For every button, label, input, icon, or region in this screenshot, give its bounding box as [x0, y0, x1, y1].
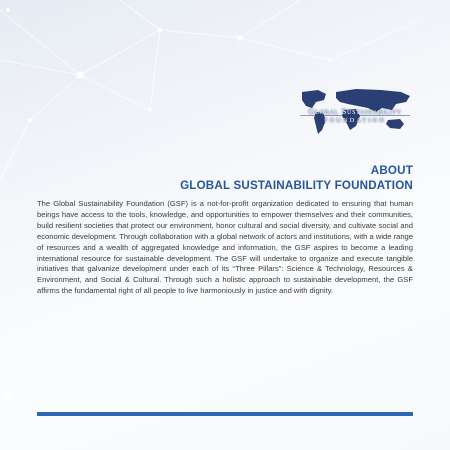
heading-line-about: ABOUT [370, 164, 413, 177]
section-heading [180, 163, 413, 193]
footer-divider-bar [37, 412, 413, 416]
gsf-logo [296, 86, 414, 136]
about-paragraph: The Global Sustainability Foundation (GSF) is a not-for-profit organization dedicated to ensuring that human beings have access to the tools, knowledge, and opportunities to empower themselves and their communities, build resilient societies that protect our environment, honor cultural and social diversity, and cultivate social and economic development. Through collaboration with a global network of actors and institutions, with a wide range of resources and a wealth of aggregated knowledge and information, the GSF aspires to become a leading international resource for sustainable development. The GSF will undertake to organize and execute tangible initiatives that galvanize development under each of its “Three Pillars”: Science & Technology, Resources & Environment, and Social & Cultural. Through such a holistic approach to sustainable development, the GSF affirms the fundamental right of all people to live harmoniously in justice and with dignity. [37, 199, 413, 296]
heading-line-title: GLOBAL SUSTAINABILITY FOUNDATION [180, 179, 413, 192]
logo-text-primary: Global Sustainability [308, 106, 402, 116]
logo-text-secondary: FOUNDATION [324, 117, 386, 124]
